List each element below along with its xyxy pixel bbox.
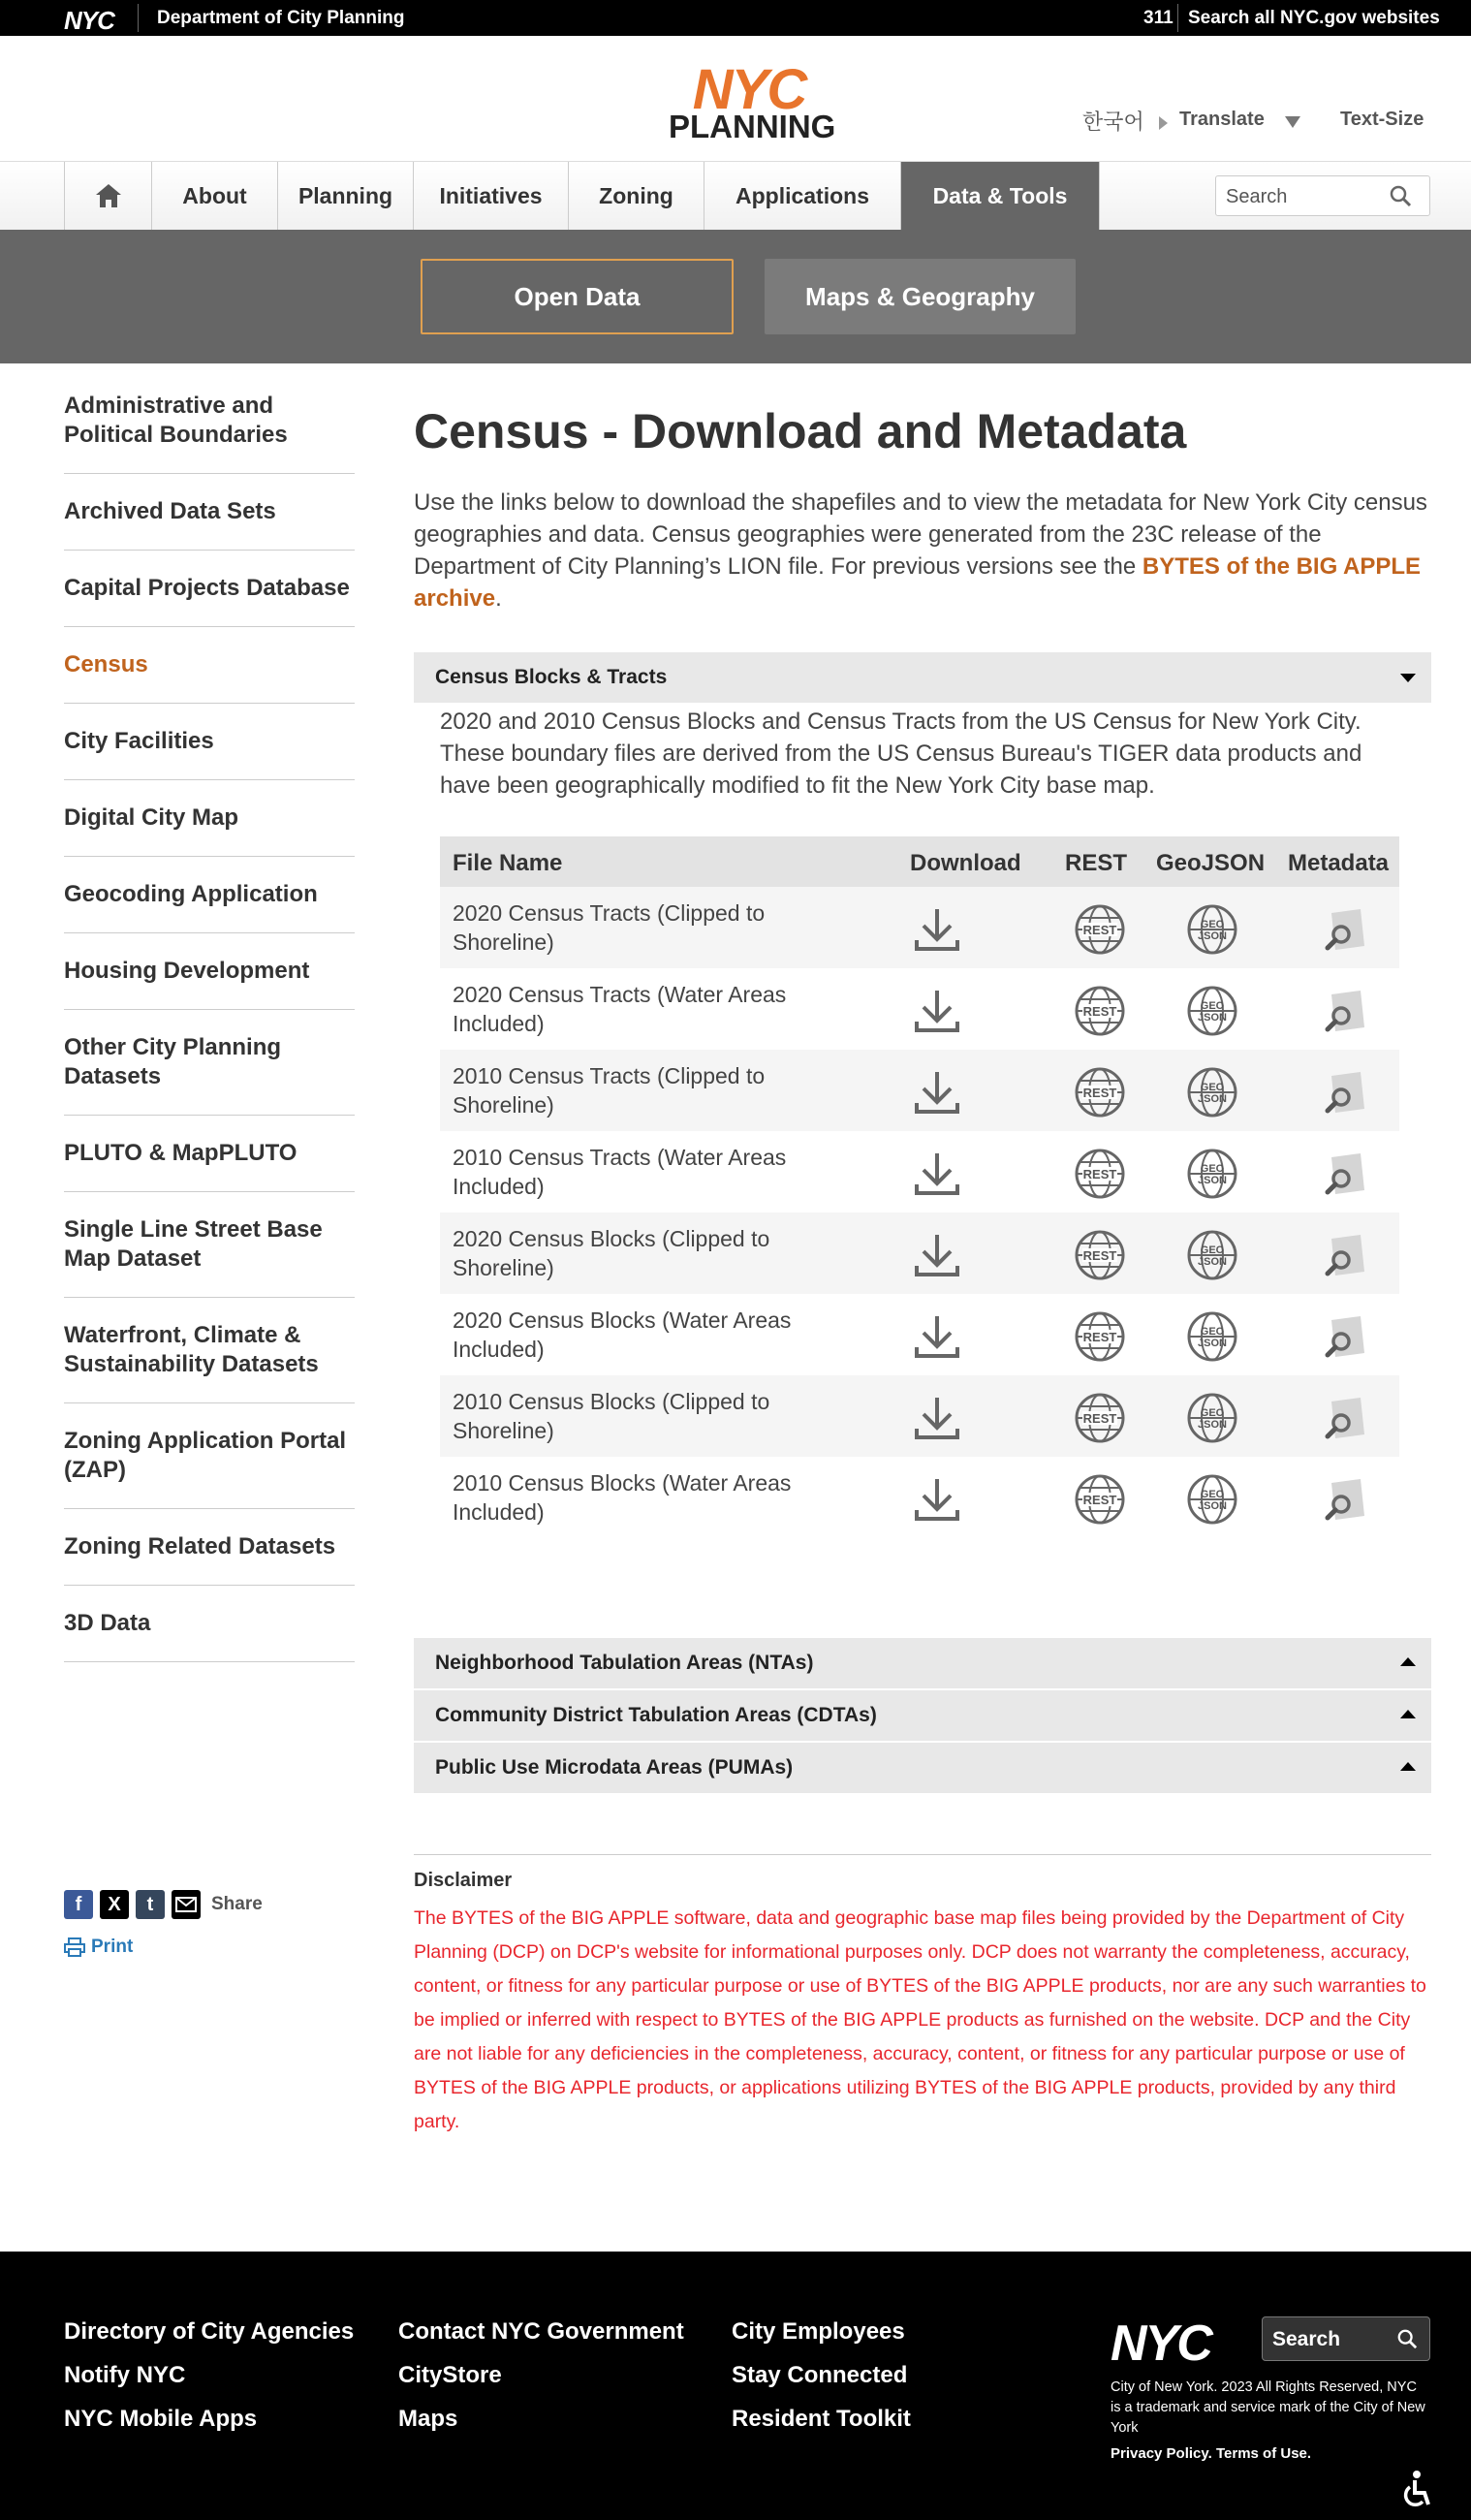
- bytes-archive-link[interactable]: BYTES of the BIG APPLE archive: [414, 553, 1422, 612]
- rest-label: REST: [1082, 1248, 1117, 1263]
- triangle-right-icon: [1159, 116, 1168, 130]
- sidebar: [64, 368, 355, 1662]
- footer-link-stay-connected[interactable]: Stay Connected: [732, 2362, 908, 2388]
- file-name: 2010 Census Tracts (Water Areas Included): [453, 1145, 787, 1199]
- footer-col-2: [398, 2310, 684, 2441]
- file-name: 2020 Census Tracts (Water Areas Included): [453, 982, 787, 1036]
- geo-label: GEO: [1200, 1163, 1225, 1175]
- table-row: [440, 1050, 1399, 1131]
- tumblr-icon[interactable]: t: [136, 1890, 165, 1919]
- nav-zoning[interactable]: Zoning: [569, 162, 704, 230]
- json-label: JSON: [1198, 1500, 1227, 1512]
- sidebar-item-other-datasets[interactable]: Other City Planning Datasets: [64, 1010, 355, 1116]
- col-file-name: File Name: [453, 850, 563, 876]
- search-icon[interactable]: [1396, 2328, 1418, 2349]
- home-icon: [94, 182, 123, 209]
- sidebar-item-census[interactable]: Census: [64, 627, 355, 704]
- sidebar-item-3d-data[interactable]: 3D Data: [64, 1586, 355, 1662]
- rest-label: REST: [1082, 1411, 1117, 1426]
- footer-link-resident-toolkit[interactable]: Resident Toolkit: [732, 2406, 911, 2432]
- caret-down-icon: [1400, 674, 1416, 682]
- table-header: [440, 836, 1399, 887]
- 311-link[interactable]: 311: [1143, 8, 1174, 28]
- sidebar-item-capital-projects[interactable]: Capital Projects Database: [64, 551, 355, 627]
- rest-globe-icon[interactable]: [1074, 1392, 1126, 1444]
- rest-globe-icon[interactable]: [1074, 1066, 1126, 1118]
- census-files-table: [440, 836, 1399, 1525]
- table-row: [440, 968, 1399, 1050]
- metadata-search-icon[interactable]: [1320, 1310, 1372, 1363]
- intro-end: .: [495, 585, 502, 612]
- department-link[interactable]: Department of City Planning: [157, 8, 405, 28]
- file-name: 2020 Census Blocks (Water Areas Included): [453, 1307, 792, 1362]
- json-label: JSON: [1198, 1338, 1227, 1349]
- footer-policies: [1111, 2445, 1311, 2462]
- json-label: JSON: [1198, 1093, 1227, 1105]
- table-row: [440, 1294, 1399, 1375]
- sidebar-item-zap[interactable]: Zoning Application Portal (ZAP): [64, 1403, 355, 1509]
- sidebar-item-archived[interactable]: Archived Data Sets: [64, 474, 355, 551]
- json-label: JSON: [1198, 1419, 1227, 1431]
- logo-planning-text: PLANNING: [669, 109, 836, 144]
- sidebar-item-zoning-related[interactable]: Zoning Related Datasets: [64, 1509, 355, 1586]
- terms-of-use-link[interactable]: Terms of Use.: [1215, 2445, 1312, 2462]
- rest-label: REST: [1082, 1493, 1117, 1507]
- rest-globe-icon[interactable]: [1074, 903, 1126, 956]
- rest-globe-icon[interactable]: [1074, 985, 1126, 1037]
- translate-button[interactable]: Translate: [1179, 109, 1265, 130]
- file-name: 2020 Census Blocks (Clipped to Shoreline): [453, 1226, 770, 1280]
- footer-search-input[interactable]: [1272, 2327, 1389, 2352]
- open-data-button[interactable]: Open Data: [421, 259, 734, 334]
- rest-globe-icon[interactable]: [1074, 1148, 1126, 1200]
- divider: [1177, 4, 1178, 32]
- sidebar-item-single-line-street[interactable]: Single Line Street Base Map Dataset: [64, 1192, 355, 1298]
- col-metadata: Metadata: [1288, 850, 1390, 876]
- intro-text: Use the links below to download the shapefiles and to view the metadata for New York City census geographies and data. Census geographies were generated from the 23C release of the Department of City Planning’s LION file. For previous versions see the: [414, 489, 1427, 580]
- accordion-cdtas[interactable]: [414, 1690, 1431, 1741]
- download-icon[interactable]: [911, 1148, 963, 1200]
- file-name: 2010 Census Blocks (Clipped to Shoreline): [453, 1389, 770, 1443]
- metadata-search-icon[interactable]: [1320, 1392, 1372, 1444]
- table-row: [440, 1131, 1399, 1213]
- geojson-globe-icon[interactable]: [1186, 1310, 1238, 1363]
- rest-label: REST: [1082, 923, 1117, 937]
- download-icon[interactable]: [911, 903, 963, 956]
- search-all-link[interactable]: Search all NYC.gov websites: [1188, 8, 1440, 28]
- sidebar-item-waterfront[interactable]: Waterfront, Climate & Sustainability Datasets: [64, 1298, 355, 1403]
- metadata-search-icon[interactable]: [1320, 985, 1372, 1037]
- geojson-globe-icon[interactable]: [1186, 1392, 1238, 1444]
- home-button[interactable]: [65, 162, 152, 230]
- intro-paragraph: [414, 487, 1431, 614]
- file-name: 2010 Census Tracts (Clipped to Shoreline): [453, 1063, 766, 1118]
- maps-geography-button[interactable]: Maps & Geography: [765, 259, 1076, 334]
- download-icon[interactable]: [911, 1392, 963, 1444]
- download-icon[interactable]: [911, 1066, 963, 1118]
- accordion-title: Census Blocks & Tracts: [435, 666, 668, 688]
- top-bar: [0, 0, 1471, 36]
- page-title: Census - Download and Metadata: [414, 404, 1187, 458]
- rest-label: REST: [1082, 1086, 1117, 1100]
- col-download: Download: [910, 850, 1021, 876]
- col-rest: REST: [1065, 850, 1128, 876]
- email-icon[interactable]: [172, 1890, 201, 1919]
- rest-label: REST: [1082, 1330, 1117, 1344]
- geo-label: GEO: [1200, 1244, 1225, 1256]
- nyc-logo[interactable]: NYC: [64, 6, 114, 35]
- search-icon[interactable]: [1389, 184, 1412, 207]
- sidebar-item-digital-city-map[interactable]: Digital City Map: [64, 780, 355, 857]
- footer-link-employees[interactable]: City Employees: [732, 2318, 905, 2345]
- divider: [414, 1854, 1431, 1855]
- accordion-census-blocks-tracts[interactable]: [414, 652, 1431, 703]
- table-row: [440, 1457, 1399, 1538]
- share-bar: [64, 1890, 263, 1919]
- logo-nyc-text: NYC: [692, 58, 806, 121]
- caret-up-icon: [1400, 1710, 1416, 1718]
- nav-planning[interactable]: Planning: [278, 162, 414, 230]
- metadata-search-icon[interactable]: [1320, 1229, 1372, 1281]
- json-label: JSON: [1198, 1256, 1227, 1268]
- download-icon[interactable]: [911, 1310, 963, 1363]
- rest-label: REST: [1082, 1167, 1117, 1181]
- footer-col-3: [732, 2310, 911, 2441]
- chevron-down-icon[interactable]: [1285, 116, 1300, 128]
- site-header: [0, 36, 1471, 162]
- copyright-text: City of New York. 2023 All Rights Reserved, NYC is a trademark and service mark of the City of New York: [1111, 2379, 1425, 2436]
- table-row: [440, 887, 1399, 968]
- download-icon[interactable]: [911, 1229, 963, 1281]
- geojson-globe-icon[interactable]: [1186, 1066, 1238, 1118]
- geojson-globe-icon[interactable]: [1186, 1229, 1238, 1281]
- nav-initiatives[interactable]: Initiatives: [414, 162, 569, 230]
- table-row: [440, 1213, 1399, 1294]
- metadata-search-icon[interactable]: [1320, 1148, 1372, 1200]
- sidebar-item-pluto[interactable]: PLUTO & MapPLUTO: [64, 1116, 355, 1192]
- metadata-search-icon[interactable]: [1320, 1066, 1372, 1118]
- nav-applications[interactable]: Applications: [704, 162, 901, 230]
- accordion-ntas[interactable]: [414, 1638, 1431, 1688]
- accordion-title: Public Use Microdata Areas (PUMAs): [435, 1756, 794, 1779]
- rest-globe-icon[interactable]: [1074, 1229, 1126, 1281]
- nav-data-tools[interactable]: Data & Tools: [901, 162, 1100, 230]
- footer-link-mobile-apps[interactable]: NYC Mobile Apps: [64, 2406, 258, 2432]
- footer-col-1: [64, 2310, 354, 2441]
- search-box: [1215, 175, 1430, 216]
- geojson-globe-icon[interactable]: [1186, 1473, 1238, 1526]
- footer-link-directory[interactable]: Directory of City Agencies: [64, 2318, 355, 2345]
- download-icon[interactable]: [911, 1473, 963, 1526]
- footer-search-box: [1262, 2316, 1430, 2361]
- geo-label: GEO: [1200, 1326, 1225, 1338]
- sidebar-item-admin-boundaries[interactable]: Administrative and Political Boundaries: [64, 368, 355, 474]
- accessibility-icon[interactable]: [1399, 2470, 1432, 2508]
- footer-link-maps[interactable]: Maps: [398, 2406, 458, 2432]
- x-twitter-icon[interactable]: X: [100, 1890, 129, 1919]
- printer-icon: [64, 1937, 85, 1957]
- geo-label: GEO: [1200, 1407, 1225, 1419]
- rest-globe-icon[interactable]: [1074, 1473, 1126, 1526]
- print-label: Print: [91, 1937, 134, 1957]
- main-nav: [0, 162, 1471, 230]
- divider: [138, 4, 139, 32]
- disclaimer-title: Disclaimer: [414, 1870, 513, 1891]
- json-label: JSON: [1198, 1012, 1227, 1024]
- accordion-pumas[interactable]: [414, 1743, 1431, 1793]
- disclaimer-text: The BYTES of the BIG APPLE software, data and geographic base map files being provided by the Department of City Planning (DCP) on DCP's website for informational purposes only. DCP does not warranty the completeness, accuracy, content, or fitness for any particular purpose or use of BYTES of the BIG APPLE products, nor are any such warranties to be implied or inferred with respect to BYTES of the BIG APPLE products as furnished on the website. DCP and the City are not liable for any deficiencies in the completeness, accuracy, content, or fitness for any particular purpose or use of BYTES of the BIG APPLE products, or applications utilizing BYTES of the BIG APPLE products, provided by any third party.: [414, 1907, 1426, 2132]
- footer-nyc-logo[interactable]: NYC: [1111, 2315, 1211, 2372]
- sidebar-item-housing[interactable]: Housing Development: [64, 933, 355, 1010]
- geojson-globe-icon[interactable]: [1186, 903, 1238, 956]
- geo-label: GEO: [1200, 1489, 1225, 1500]
- search-input[interactable]: [1226, 184, 1381, 209]
- geojson-globe-icon[interactable]: [1186, 985, 1238, 1037]
- site-footer: [0, 2252, 1471, 2520]
- caret-up-icon: [1400, 1762, 1416, 1771]
- json-label: JSON: [1198, 930, 1227, 942]
- rest-label: REST: [1082, 1004, 1117, 1019]
- geo-label: GEO: [1200, 919, 1225, 930]
- table-row: [440, 1375, 1399, 1457]
- metadata-search-icon[interactable]: [1320, 903, 1372, 956]
- geo-label: GEO: [1200, 1000, 1225, 1012]
- sidebar-item-geocoding[interactable]: Geocoding Application: [64, 857, 355, 933]
- sidebar-item-city-facilities[interactable]: City Facilities: [64, 704, 355, 780]
- nyc-planning-logo[interactable]: [669, 58, 836, 144]
- nav-about[interactable]: About: [152, 162, 278, 230]
- korean-language-link[interactable]: 한국어: [1082, 110, 1144, 134]
- sub-nav: [0, 230, 1471, 363]
- text-size-button[interactable]: Text-Size: [1340, 109, 1424, 130]
- privacy-policy-link[interactable]: Privacy Policy.: [1111, 2445, 1212, 2462]
- geojson-globe-icon[interactable]: [1186, 1148, 1238, 1200]
- footer-link-notify[interactable]: Notify NYC: [64, 2362, 186, 2388]
- caret-up-icon: [1400, 1657, 1416, 1666]
- footer-link-contact[interactable]: Contact NYC Government: [398, 2318, 684, 2345]
- metadata-search-icon[interactable]: [1320, 1473, 1372, 1526]
- file-name: 2010 Census Blocks (Water Areas Included): [453, 1470, 792, 1525]
- download-icon[interactable]: [911, 985, 963, 1037]
- facebook-icon[interactable]: f: [64, 1890, 93, 1919]
- accordion-title: Neighborhood Tabulation Areas (NTAs): [435, 1652, 814, 1674]
- print-button[interactable]: [64, 1937, 133, 1958]
- footer-link-citystore[interactable]: CityStore: [398, 2362, 502, 2388]
- accordion-title: Community District Tabulation Areas (CDTAs): [435, 1704, 877, 1726]
- json-label: JSON: [1198, 1175, 1227, 1186]
- rest-globe-icon[interactable]: [1074, 1310, 1126, 1363]
- geo-label: GEO: [1200, 1082, 1225, 1093]
- file-name: 2020 Census Tracts (Clipped to Shoreline): [453, 900, 766, 955]
- accordion-description: 2020 and 2010 Census Blocks and Census Tracts from the US Census for New York City. These boundary files are derived from the US Census Bureau's TIGER data products and have been geographically modified to fit the New York City base map.: [440, 709, 1362, 799]
- share-label[interactable]: Share: [211, 1894, 263, 1914]
- col-geojson: GeoJSON: [1156, 850, 1266, 876]
